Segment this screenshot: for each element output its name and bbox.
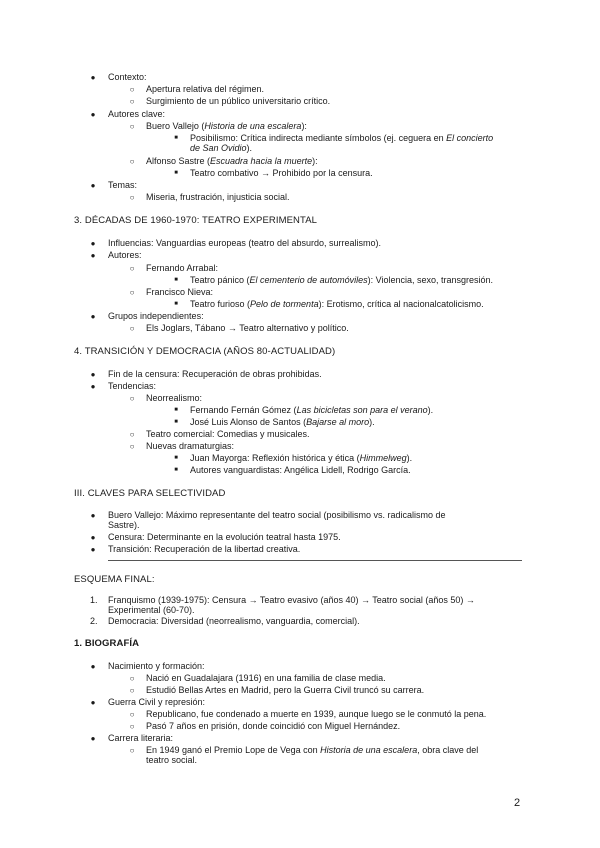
vanguardistas-item: Autores vanguardistas: Angélica Lidell, Rodrigo García. — [190, 465, 411, 475]
work-title: Las bicicletas son para el verano — [296, 405, 428, 415]
bullet-l2: ○ — [129, 722, 135, 731]
buero-vallejo-item: Buero Vallejo (Historia de una escalera): — [146, 121, 307, 131]
grupos-label: Grupos independientes: — [108, 311, 204, 321]
claves-buero-item-cont: Sastre). — [108, 520, 140, 530]
carrera-item: En 1949 ganó el Premio Lope de Vega con Historia de una escalera, obra clave del — [146, 745, 479, 755]
contexto-label: Contexto: — [108, 72, 147, 82]
claves-buero-item: Buero Vallejo: Máximo representante del teatro social (posibilismo vs. radicalismo de — [108, 510, 446, 520]
bullet-l3: ■ — [174, 277, 178, 283]
bullet-l1: ● — [90, 312, 96, 321]
bullet-l1: ● — [90, 382, 96, 391]
carrera-label: Carrera literaria: — [108, 733, 174, 743]
bullet-l2: ○ — [129, 674, 135, 683]
bullet-l2: ○ — [129, 394, 135, 403]
guerra-item-1: Republicano, fue condenado a muerte en 1939, aunque luego se le conmutó la pena. — [146, 709, 487, 719]
bullet-l2: ○ — [129, 85, 135, 94]
section-heading: 4. TRANSICIÓN Y DEMOCRACIA (AÑOS 80-ACTUALIDAD) — [74, 346, 336, 357]
bullet-l1: ● — [90, 511, 96, 520]
esquema-item-1-cont: Experimental (60-70). — [108, 605, 195, 615]
esquema-item-1: Franquismo (1939-1975): Censura → Teatro evasivo (años 40) → Teatro social (años 50) → — [108, 595, 475, 605]
bullet-l3: ■ — [174, 419, 178, 425]
bullet-l1: ● — [90, 662, 96, 671]
grupos-item: Els Joglars, Tábano → Teatro alternativo y político. — [146, 323, 349, 333]
nacimiento-label: Nacimiento y formación: — [108, 661, 205, 671]
bullet-l1: ● — [90, 698, 96, 707]
section-heading: 3. DÉCADAS DE 1960-1970: TEATRO EXPERIMENTAL — [74, 215, 318, 226]
esquema-item-2: Democracia: Diversidad (neorrealismo, vanguardia, comercial). — [108, 616, 360, 626]
nacimiento-item-2: Estudió Bellas Artes en Madrid, pero la Guerra Civil truncó su carrera. — [146, 685, 425, 695]
teatro-combativo-item: Teatro combativo → Prohibido por la censura. — [190, 168, 373, 178]
posibilismo-item-cont: de San Ovidio). — [190, 143, 253, 153]
bullet-l2: ○ — [129, 264, 135, 273]
nacimiento-item-1: Nació en Guadalajara (1916) en una familia de clase media. — [146, 673, 386, 683]
bullet-l1: ● — [90, 239, 96, 248]
horizontal-rule — [108, 560, 522, 561]
teatro-furioso-item: Teatro furioso (Pelo de tormenta): Erotismo, crítica al nacionalcatolicismo. — [190, 299, 484, 309]
section-heading: 1. BIOGRAFÍA — [74, 638, 140, 649]
work-title: Himmelweg — [359, 453, 407, 463]
posibilismo-item: Posibilismo: Crítica indirecta mediante símbolos (ej. ceguera en El concierto — [190, 133, 494, 143]
bullet-l1: ● — [90, 73, 96, 82]
work-title: El cementerio de automóviles — [249, 275, 368, 285]
bullet-l1: ● — [90, 545, 96, 554]
neorrealismo-item: Neorrealismo: — [146, 393, 203, 403]
tendencias-label: Tendencias: — [108, 381, 157, 391]
bullet-l2: ○ — [129, 686, 135, 695]
bullet-l1: ● — [90, 110, 96, 119]
contexto-item-1: Apertura relativa del régimen. — [146, 84, 265, 94]
bullet-l2: ○ — [129, 746, 135, 755]
work-title: Bajarse al moro — [306, 417, 370, 427]
bullet-l3: ■ — [174, 135, 178, 141]
bullet-l2: ○ — [129, 442, 135, 451]
section-heading: ESQUEMA FINAL: — [74, 574, 155, 585]
bullet-l3: ■ — [174, 301, 178, 307]
work-title: Historia de una escalera — [320, 745, 418, 755]
bullet-l2: ○ — [129, 157, 135, 166]
work-title: Escuadra hacia la muerte — [210, 156, 313, 166]
bullet-l2: ○ — [129, 193, 135, 202]
work-title: de San Ovidio — [190, 143, 247, 153]
work-title: El concierto — [446, 133, 494, 143]
carrera-item-cont: teatro social. — [146, 755, 198, 765]
bullet-l1: ● — [90, 251, 96, 260]
bullet-l2: ○ — [129, 430, 135, 439]
list-number: 2. — [90, 616, 98, 626]
bullet-l1: ● — [90, 734, 96, 743]
alonso-santos-item: José Luis Alonso de Santos (Bajarse al moro). — [190, 417, 375, 427]
nuevas-dramaturgias-item: Nuevas dramaturgias: — [146, 441, 235, 451]
bullet-l2: ○ — [129, 288, 135, 297]
bullet-l3: ■ — [174, 455, 178, 461]
bullet-l2: ○ — [129, 324, 135, 333]
arrabal-item: Fernando Arrabal: — [146, 263, 219, 273]
section-heading: III. CLAVES PARA SELECTIVIDAD — [74, 488, 226, 499]
claves-transicion-item: Transición: Recuperación de la libertad creativa. — [108, 544, 301, 554]
fernan-gomez-item: Fernando Fernán Gómez (Las bicicletas son para el verano). — [190, 405, 434, 415]
guerra-item-2: Pasó 7 años en prisión, donde coincidió con Miguel Hernández. — [146, 721, 401, 731]
bullet-l1: ● — [90, 533, 96, 542]
bullet-l3: ■ — [174, 467, 178, 473]
bullet-l2: ○ — [129, 710, 135, 719]
temas-label: Temas: — [108, 180, 138, 190]
mayorga-item: Juan Mayorga: Reflexión histórica y ética (Himmelweg). — [190, 453, 413, 463]
guerra-label: Guerra Civil y represión: — [108, 697, 206, 707]
autores-label: Autores: — [108, 250, 142, 260]
work-title: Historia de una escalera — [204, 121, 302, 131]
temas-item: Miseria, frustración, injusticia social. — [146, 192, 290, 202]
page-number: 2 — [514, 797, 521, 809]
teatro-comercial-item: Teatro comercial: Comedias y musicales. — [146, 429, 310, 439]
alfonso-sastre-item: Alfonso Sastre (Escuadra hacia la muerte): — [146, 156, 318, 166]
bullet-l2: ○ — [129, 122, 135, 131]
bullet-l2: ○ — [129, 97, 135, 106]
autores-clave-label: Autores clave: — [108, 109, 166, 119]
work-title: Pelo de tormenta — [250, 299, 319, 309]
influencias-item: Influencias: Vanguardias europeas (teatro del absurdo, surrealismo). — [108, 238, 381, 248]
bullet-l1: ● — [90, 370, 96, 379]
contexto-item-2: Surgimiento de un público universitario crítico. — [146, 96, 331, 106]
nieva-item: Francisco Nieva: — [146, 287, 214, 297]
teatro-panico-item: Teatro pánico (El cementerio de automóviles): Violencia, sexo, transgresión. — [190, 275, 494, 285]
bullet-l3: ■ — [174, 407, 178, 413]
bullet-l3: ■ — [174, 170, 178, 176]
fin-censura-item: Fin de la censura: Recuperación de obras prohibidas. — [108, 369, 322, 379]
claves-censura-item: Censura: Determinante en la evolución teatral hasta 1975. — [108, 532, 341, 542]
list-number: 1. — [90, 595, 98, 605]
bullet-l1: ● — [90, 181, 96, 190]
